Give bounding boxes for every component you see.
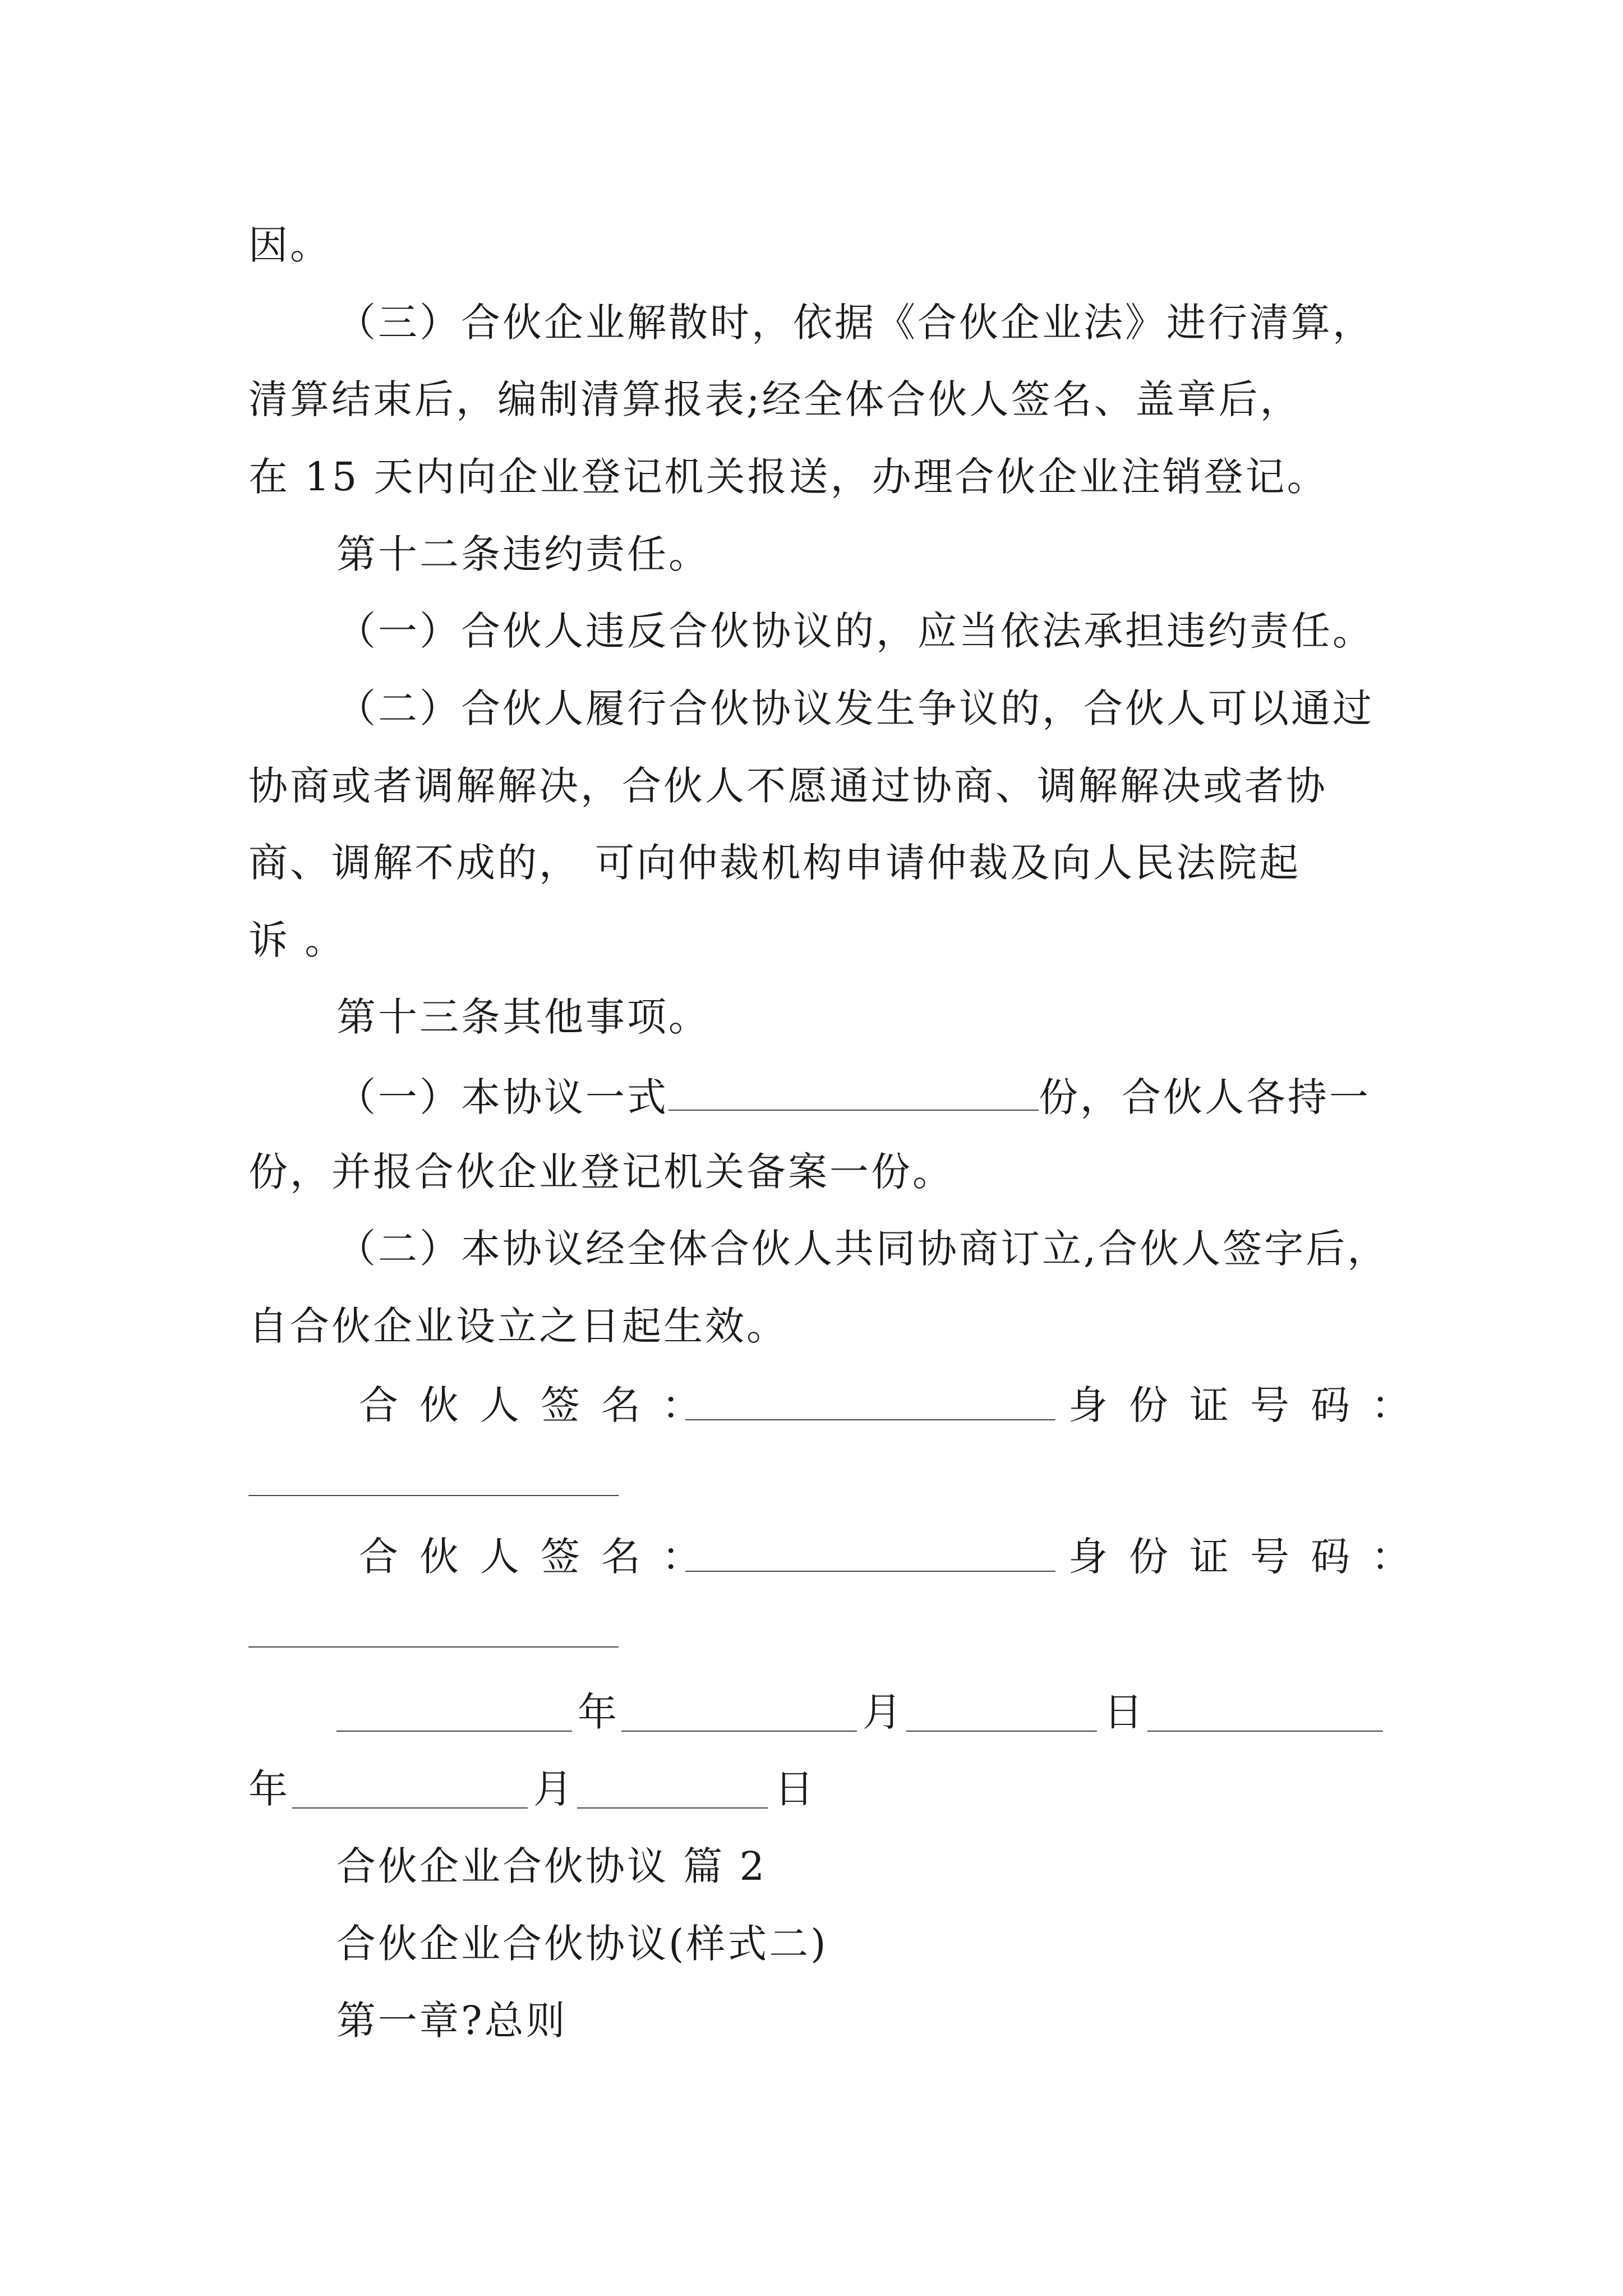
date-month-blank[interactable] (292, 1807, 528, 1809)
chapter-heading: 第一章?总则 (336, 1998, 568, 2044)
copies-text-start: （一）本协议一式 (336, 1074, 668, 1120)
id-number-label: 身份证号码： (1068, 1534, 1432, 1580)
article-heading: 第十三条其他事项。 (336, 994, 710, 1040)
text-line: 份，并报合伙企业登记机关备案一份。 (248, 1149, 954, 1195)
date-year-label: 年 (578, 1689, 619, 1735)
text-line: （三）合伙企业解散时，依据《合伙企业法》进行清算， (336, 300, 1374, 346)
partner-signature-blank[interactable] (685, 1571, 1055, 1572)
id-number-label: 身份证号码： (1068, 1382, 1432, 1428)
id-number-blank[interactable] (248, 1495, 619, 1496)
copies-count-blank[interactable] (668, 1075, 1039, 1111)
article-heading: 第十二条违约责任。 (336, 531, 710, 577)
text-line: 清算结束后，编制清算报表;经全体合伙人签名、盖章后， (248, 376, 1302, 422)
copies-line (336, 1074, 1371, 1120)
section-title: 合伙企业合伙协议 篇 2 (336, 1843, 767, 1889)
text-line: 自合伙企业设立之日起生效。 (248, 1303, 788, 1349)
date-year-blank[interactable] (336, 1731, 572, 1732)
date-day-blank[interactable] (577, 1807, 768, 1809)
text-line: 诉 。 (248, 917, 347, 963)
partner-signature-label: 合伙人签名： (359, 1534, 722, 1580)
id-number-blank[interactable] (248, 1646, 619, 1648)
text-line: （二）本协议经全体合伙人共同协商订立,合伙人签字后， (336, 1226, 1389, 1272)
text-line: 因。 (248, 222, 331, 268)
text-line: 协商或者调解解决，合伙人不愿通过协商、调解解决或者协 (248, 763, 1327, 809)
text-line: （二）合伙人履行合伙协议发生争议的，合伙人可以通过 (336, 685, 1374, 731)
date-month-blank[interactable] (621, 1731, 857, 1732)
date-day-label: 日 (1104, 1689, 1145, 1735)
copies-text-end: 份，合伙人各持一 (1039, 1074, 1371, 1120)
date-month-label: 月 (533, 1766, 575, 1812)
date-month-label: 月 (863, 1689, 904, 1735)
section-subtitle: 合伙企业合伙协议(样式二) (336, 1921, 828, 1967)
partner-signature-blank[interactable] (685, 1419, 1055, 1420)
text-line: （一）合伙人违反合伙协议的，应当依法承担违约责任。 (336, 608, 1374, 654)
text-line: 商、调解不成的， 可向仲裁机构申请仲裁及向人民法院起 (248, 840, 1301, 886)
partner-signature-label: 合伙人签名： (359, 1382, 722, 1428)
date-day-label: 日 (774, 1766, 816, 1812)
date-year-label: 年 (248, 1766, 290, 1812)
date-year-blank[interactable] (1147, 1731, 1383, 1732)
text-line: 在 15 天内向企业登记机关报送，办理合伙企业注销登记。 (248, 454, 1329, 500)
date-day-blank[interactable] (906, 1731, 1097, 1732)
